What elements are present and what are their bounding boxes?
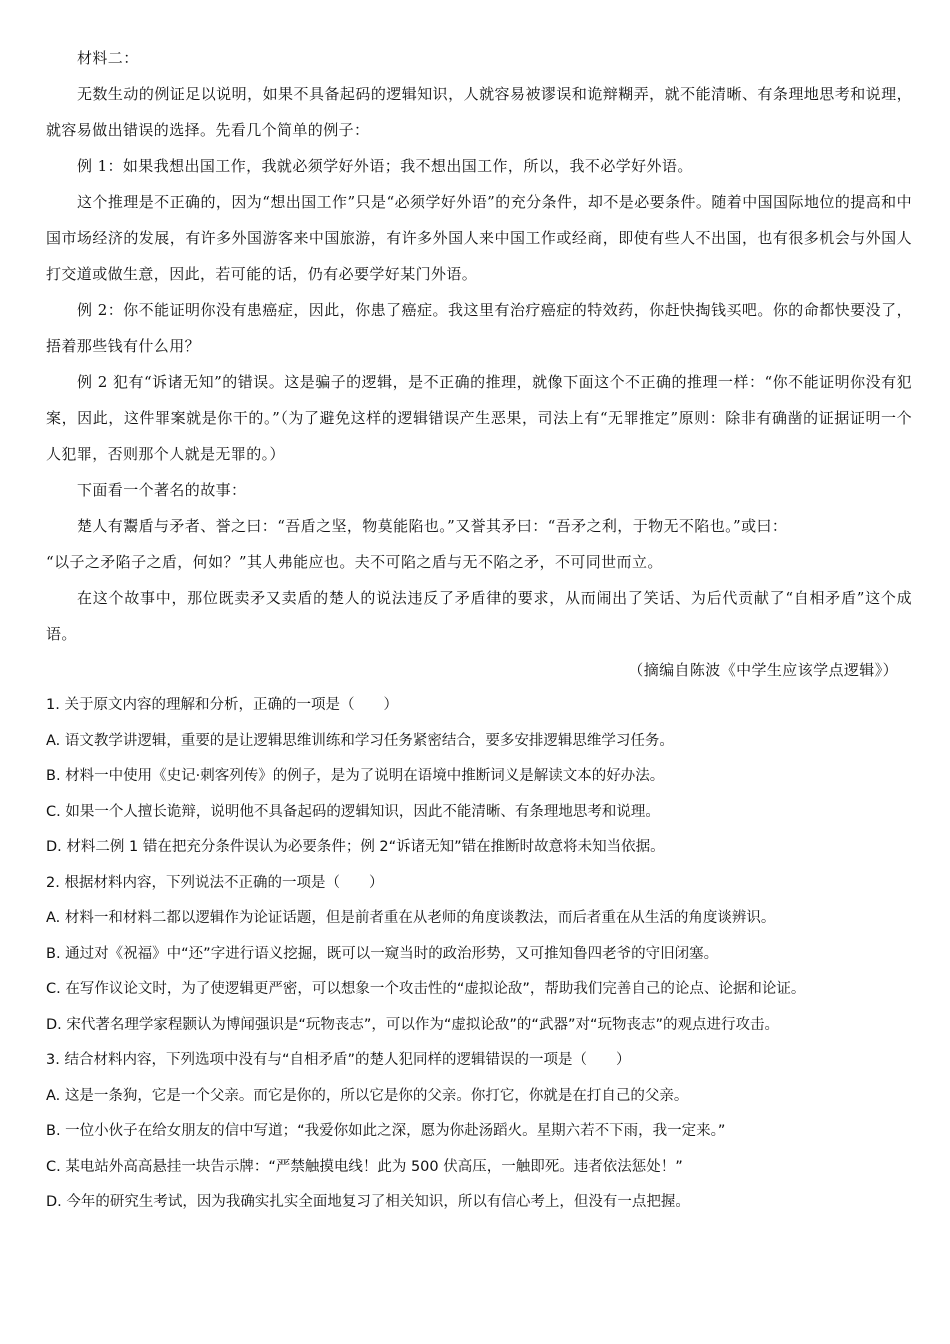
option-c: C. 某电站外高高悬挂一块告示牌：“严禁触摸电线！此为 500 伏高压，一触即死。违者依法惩处！” — [46, 1158, 683, 1175]
material-paragraph: 例 1：如果我想出国工作，我就必须学好外语；我不想出国工作，所以，我不必学好外语。 — [77, 157, 693, 175]
option-d: D. 今年的研究生考试，因为我确实扎实全面地复习了相关知识，所以有信心考上，但没有一点把握。 — [46, 1194, 690, 1210]
material-paragraph: 楚人有鬻盾与矛者、誉之曰：“吾盾之坚，物莫能陷也。”又誉其矛曰：“吾矛之利，于物无不陷也。”或曰： — [77, 517, 788, 535]
material-paragraph: 无数生动的例证足以说明，如果不具备起码的逻辑知识，人就容易被谬误和诡辩糊弄，就不能清晰、有条理地思考和说理，就容易做出错误的选择。先看几个简单的例子： — [46, 85, 912, 139]
option-d: D. 材料二例 1 错在把充分条件误认为必要条件；例 2“诉诸无知”错在推断时故意将未知当依据。 — [46, 839, 665, 855]
material-paragraph: 在这个故事中，那位既卖矛又卖盾的楚人的说法违反了矛盾律的要求，从而闹出了笑话、为后代贡献了“自相矛盾”这个成语。 — [46, 589, 912, 643]
question-3 — [46, 1043, 912, 1221]
option-b: B. 一位小伙子在给女朋友的信中写道；“我爱你如此之深，愿为你赴汤蹈火。星期六若不下雨，我一定来。” — [46, 1123, 726, 1139]
option-c: C. 在写作议论文时，为了使逻辑更严密，可以想象一个攻击性的“虚拟论敌”，帮助我们完善自己的论点、论据和论证。 — [46, 981, 806, 997]
question-stem: 2. 根据材料内容，下列说法不正确的一项是（ ） — [46, 874, 384, 891]
question-stem: 1. 关于原文内容的理解和分析，正确的一项是（ ） — [46, 697, 398, 713]
material-paragraph: “以子之矛陷子之盾，何如？”其人弗能应也。夫不可陷之盾与无不陷之矛，不可同世而立。 — [46, 553, 663, 571]
question-2 — [46, 866, 912, 1044]
material-paragraph: 下面看一个著名的故事： — [77, 481, 247, 499]
document-page — [46, 40, 912, 1221]
material-paragraph: 例 2：你不能证明你没有患癌症，因此，你患了癌症。我这里有治疗癌症的特效药，你赶快掏钱买吧。你的命都快要没了，捂着那些钱有什么用？ — [46, 301, 912, 355]
option-a: A. 材料一和材料二都以逻辑作为论证话题，但是前者重在从老师的角度谈教法，而后者重在从生活的角度谈辨识。 — [46, 910, 776, 926]
option-a: A. 这是一条狗，它是一个父亲。而它是你的，所以它是你的父亲。你打它，你就是在打自己的父亲。 — [46, 1087, 689, 1104]
material-heading: 材料二： — [77, 49, 139, 67]
question-1 — [46, 688, 912, 866]
option-b: B. 材料一中使用《史记·刺客列传》的例子，是为了说明在语境中推断词义是解读文本的好办法。 — [46, 768, 665, 784]
option-a: A. 语文教学讲逻辑，重要的是让逻辑思维训练和学习任务紧密结合，要多安排逻辑思维学习任务。 — [46, 732, 674, 749]
material-paragraph: 这个推理是不正确的，因为“想出国工作”只是“必须学好外语”的充分条件，却不是必要条件。随着中国国际地位的提高和中国市场经济的发展，有许多外国游客来中国旅游，有许多外国人来中国工作或经商，即使有些人不出国，也有很多机会与外国人打交道或做生意，因此，若可能的话，仍有必要学好某门外语。 — [46, 193, 912, 283]
material-source: （摘编自陈波《中学生应该学点逻辑》） — [628, 661, 898, 679]
option-c: C. 如果一个人擅长诡辩，说明他不具备起码的逻辑知识，因此不能清晰、有条理地思考和说理。 — [46, 803, 660, 820]
question-stem: 3. 结合材料内容，下列选项中没有与“自相矛盾”的楚人犯同样的逻辑错误的一项是（ ） — [46, 1052, 631, 1068]
option-d: D. 宋代著名理学家程颢认为博闻强识是“玩物丧志”，可以作为“虚拟论敌”的“武器”对“玩物丧志”的观点进行攻击。 — [46, 1016, 779, 1033]
material-paragraph: 例 2 犯有“诉诸无知”的错误。这是骗子的逻辑，是不正确的推理，就像下面这个不正确的推理一样：“你不能证明你没有犯案，因此，这件罪案就是你干的。”（为了避免这样的逻辑错误产生恶果，司法上有“无罪推定”原则：除非有确凿的证据证明一个人犯罪，否则那个人就是无罪的。） — [46, 373, 912, 463]
option-b: B. 通过对《祝福》中“还”字进行语义挖掘，既可以一窥当时的政治形势，又可推知鲁四老爷的守旧闭塞。 — [46, 945, 719, 962]
